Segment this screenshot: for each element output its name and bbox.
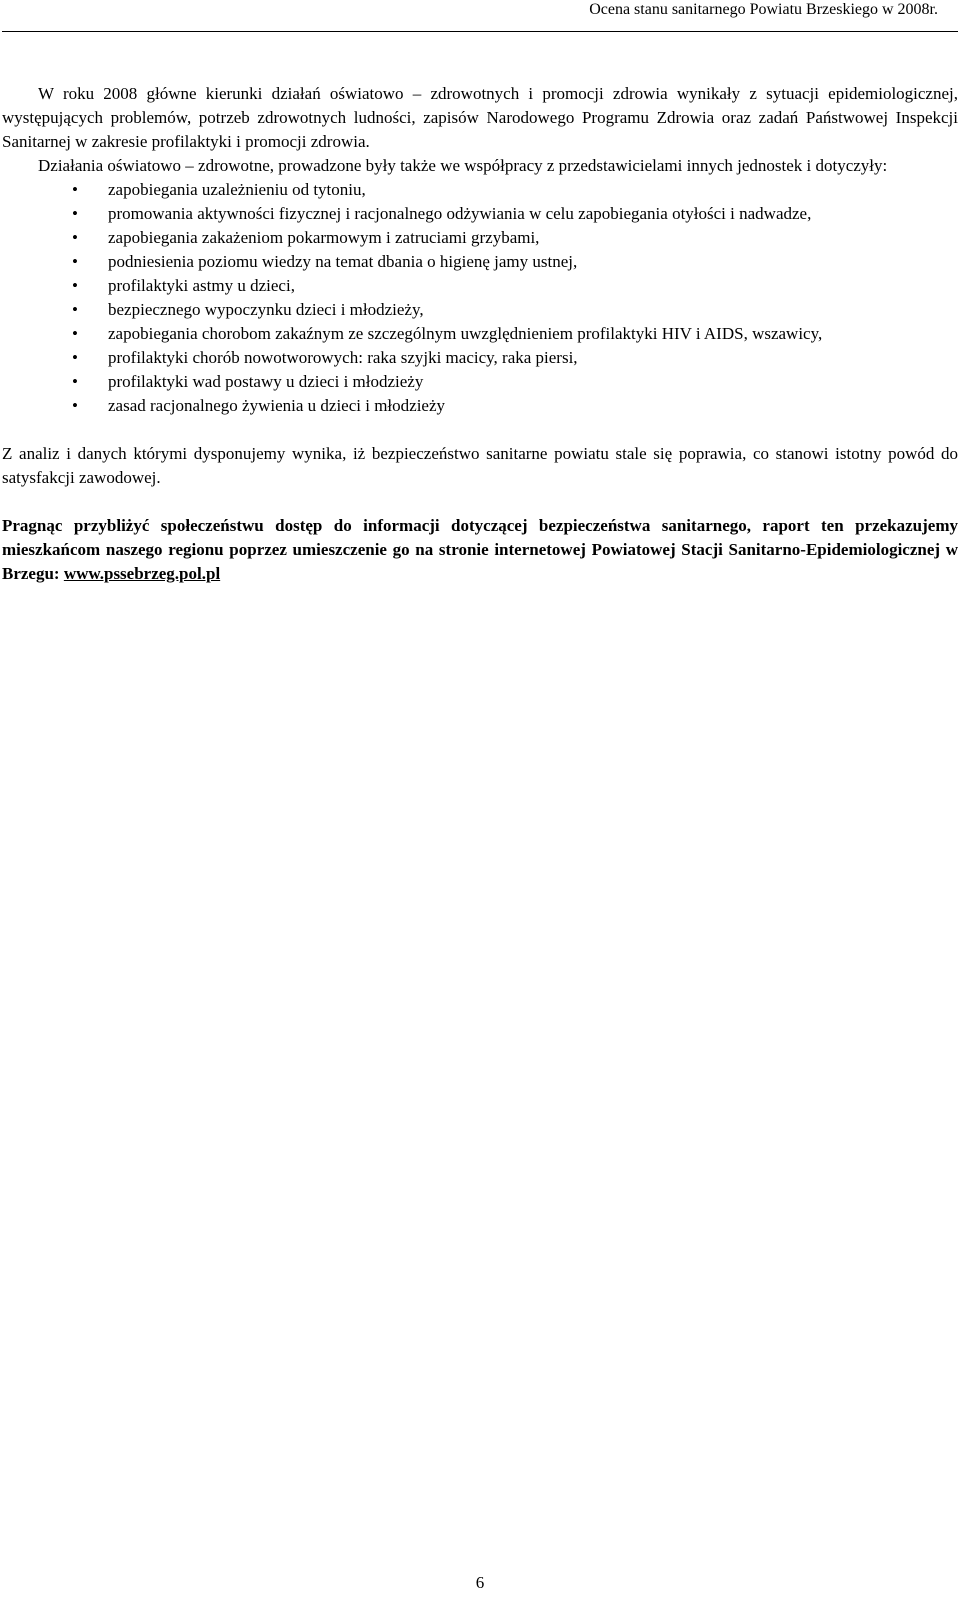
list-item-text: podniesienia poziomu wiedzy na temat dbania o higienę jamy ustnej, [108, 252, 578, 271]
list-item-text: promowania aktywności fizycznej i racjonalnego odżywiania w celu zapobiegania otyłości i nadwadze, [108, 204, 812, 223]
bullet-icon: • [72, 228, 78, 247]
list-item-text: profilaktyki wad postawy u dzieci i młodzieży [108, 372, 424, 391]
website-link[interactable]: www.pssebrzeg.pol.pl [63, 564, 221, 583]
document-body [2, 82, 958, 586]
list-item [2, 250, 958, 274]
bullet-icon: • [72, 252, 78, 271]
list-item-text: zapobiegania uzależnieniu od tytoniu, [108, 180, 366, 199]
list-item [2, 274, 958, 298]
activities-list [2, 178, 958, 418]
list-item [2, 322, 958, 346]
bullet-icon: • [72, 324, 78, 343]
bullet-icon: • [72, 276, 78, 295]
list-item [2, 346, 958, 370]
running-header: Ocena stanu sanitarnego Powiatu Brzeskiego w 2008r. [589, 1, 938, 18]
list-item-text: profilaktyki chorób nowotworowych: raka szyjki macicy, raka piersi, [108, 348, 578, 367]
list-item [2, 178, 958, 202]
list-item-text: zapobiegania chorobom zakaźnym ze szczególnym uwzględnieniem profilaktyki HIV i AIDS, wszawicy, [108, 324, 823, 343]
list-item-text: profilaktyki astmy u dzieci, [108, 276, 295, 295]
page-number: 6 [475, 1573, 485, 1592]
list-item [2, 370, 958, 394]
paragraph-publication [2, 514, 958, 586]
bullet-icon: • [72, 396, 78, 415]
list-item-text: zapobiegania zakażeniom pokarmowym i zatruciami grzybami, [108, 228, 540, 247]
bullet-icon: • [72, 180, 78, 199]
publication-text: Pragnąc przybliżyć społeczeństwu dostęp do informacji dotyczącej bezpieczeństwa sanitarnego, raport ten przekazujemy mieszkańcom naszego regionu poprzez umieszczenie go na stronie internetowej Powiatowej Stacji Sanitarno-Epidemiologicznej w Brzegu: [2, 516, 958, 583]
paragraph-conclusion: Z analiz i danych którymi dysponujemy wynika, iż bezpieczeństwo sanitarne powiatu stale się poprawia, co stanowi istotny powód do satysfakcji zawodowej. [2, 444, 958, 487]
paragraph-intro: W roku 2008 główne kierunki działań oświatowo – zdrowotnych i promocji zdrowia wynikały z sytuacji epidemiologicznej, występujących problemów, potrzeb zdrowotnych ludności, zapisów Narodowego Programu Zdrowia oraz zadań Państwowej Inspekcji Sanitarnej w zakresie profilaktyki i promocji zdrowia. [2, 84, 958, 151]
list-item-text: zasad racjonalnego żywienia u dzieci i młodzieży [108, 396, 446, 415]
list-item [2, 298, 958, 322]
bullet-icon: • [72, 204, 78, 223]
list-item [2, 202, 958, 226]
bullet-icon: • [72, 372, 78, 391]
list-item [2, 226, 958, 250]
list-item-text: bezpiecznego wypoczynku dzieci i młodzieży, [108, 300, 424, 319]
bullet-icon: • [72, 348, 78, 367]
list-item [2, 394, 958, 418]
paragraph-activities-intro: Działania oświatowo – zdrowotne, prowadzone były także we współpracy z przedstawicielami innych jednostek i dotyczyły: [38, 156, 888, 175]
header-rule [2, 31, 958, 32]
bullet-icon: • [72, 300, 78, 319]
